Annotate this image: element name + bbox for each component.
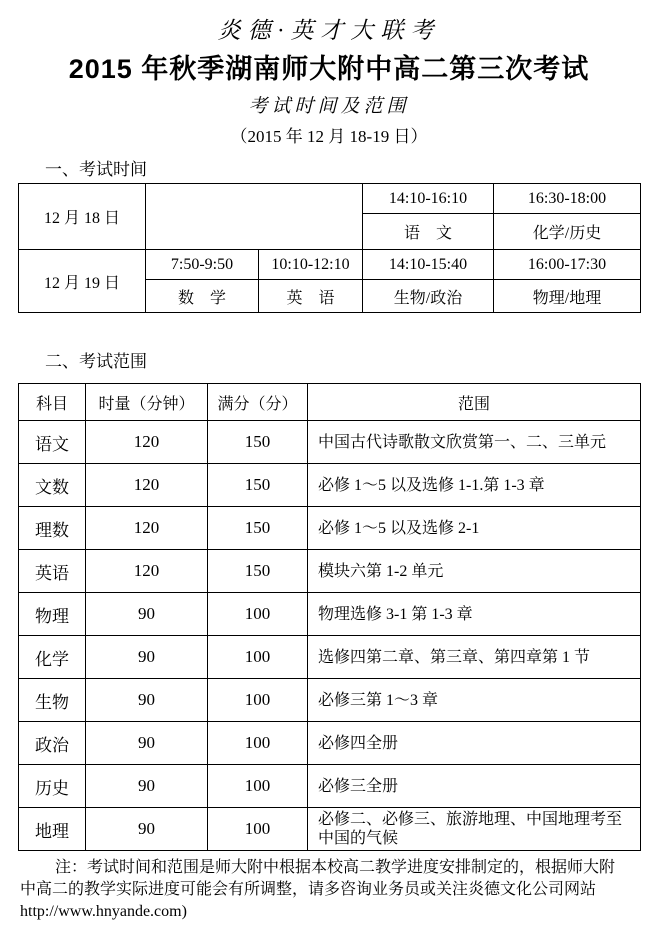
scope-header-minutes: 时量（分钟） [86,384,208,421]
scope-full-score: 100 [208,765,308,808]
scope-range: 物理选修 3-1 第 1-3 章 [308,593,641,636]
scope-subject: 英语 [19,550,86,593]
schedule-time-cell: 10:10-12:10 [259,250,363,280]
scope-row-history [19,765,641,808]
scope-full-score: 150 [208,550,308,593]
schedule-time-cell: 16:00-17:30 [494,250,641,280]
schedule-row-day1-times [19,184,641,214]
scope-minutes: 120 [86,507,208,550]
schedule-subject-cell: 英 语 [259,280,363,313]
scope-full-score: 150 [208,507,308,550]
scope-range: 必修三全册 [308,765,641,808]
scope-subject: 地理 [19,808,86,851]
scope-range: 必修 1～5 以及选修 2-1 [308,507,641,550]
scope-subject: 生物 [19,679,86,722]
schedule-time-cell: 16:30-18:00 [494,184,641,214]
note-line-2: 中高二的教学实际进度可能会有所调整，请多咨询业务员或关注炎德文化公司网站 [20,881,597,898]
exam-schedule-table [18,183,641,313]
section-two-heading: 二、考试范围 [45,352,147,371]
scope-minutes: 120 [86,464,208,507]
scope-header-row [19,384,641,421]
page-title-main: 2015 年秋季湖南师大附中高二第三次考试 [68,54,590,84]
scope-range: 中国古代诗歌散文欣赏第一、二、三单元 [308,421,641,464]
scope-full-score: 100 [208,593,308,636]
scope-row-geography [19,808,641,851]
scope-range: 必修四全册 [308,722,641,765]
scope-header-subject: 科目 [19,384,86,421]
scope-row-politics [19,722,641,765]
schedule-row-day2-times [19,250,641,280]
scope-row-physics [19,593,641,636]
page-date-range: （2015 年 12 月 18-19 日） [230,127,428,146]
scope-range: 必修二、必修三、旅游地理、中国地理考至中国的气候 [308,808,641,851]
document-page [0,16,658,929]
scope-full-score: 150 [208,464,308,507]
schedule-date-day1: 12 月 18 日 [19,184,146,250]
scope-full-score: 100 [208,722,308,765]
schedule-time-cell: 14:10-15:40 [363,250,494,280]
scope-minutes: 90 [86,593,208,636]
scope-full-score: 100 [208,636,308,679]
scope-subject: 历史 [19,765,86,808]
section-one-heading: 一、考试时间 [45,160,147,179]
scope-minutes: 90 [86,636,208,679]
schedule-time-cell: 7:50-9:50 [146,250,259,280]
scope-row-english [19,550,641,593]
scope-subject: 语文 [19,421,86,464]
note-line-1: 注：考试时间和范围是师大附中根据本校高二教学进度安排制定的，根据师大附 [55,859,616,876]
scope-full-score: 100 [208,808,308,851]
scope-subject: 物理 [19,593,86,636]
scope-minutes: 90 [86,765,208,808]
footer-note [20,857,638,923]
scope-range: 选修四第二章、第三章、第四章第 1 节 [308,636,641,679]
schedule-subject-cell: 数 学 [146,280,259,313]
scope-subject: 理数 [19,507,86,550]
schedule-subject-cell: 物理/地理 [494,280,641,313]
scope-range: 必修三第 1～3 章 [308,679,641,722]
exam-scope-table [18,383,641,851]
scope-header-range: 范围 [308,384,641,421]
schedule-subject-cell: 生物/政治 [363,280,494,313]
note-line-3: http://www.hnyande.com) [20,903,187,920]
scope-subject: 文数 [19,464,86,507]
scope-full-score: 150 [208,421,308,464]
scope-minutes: 120 [86,421,208,464]
schedule-subject-cell: 语 文 [363,214,494,250]
scope-row-chemistry [19,636,641,679]
scope-subject: 化学 [19,636,86,679]
schedule-date-day2: 12 月 19 日 [19,250,146,313]
scope-full-score: 100 [208,679,308,722]
page-subtitle: 考试时间及范围 [248,96,410,117]
scope-row-biology [19,679,641,722]
scope-row-science-math [19,507,641,550]
scope-minutes: 120 [86,550,208,593]
schedule-subject-cell: 化学/历史 [494,214,641,250]
scope-range: 模块六第 1-2 单元 [308,550,641,593]
page-title-brand: 炎德·英才大联考 [217,18,441,43]
scope-range: 必修 1～5 以及选修 1-1.第 1-3 章 [308,464,641,507]
scope-minutes: 90 [86,808,208,851]
scope-minutes: 90 [86,722,208,765]
scope-header-full-score: 满分（分） [208,384,308,421]
schedule-time-cell: 14:10-16:10 [363,184,494,214]
scope-minutes: 90 [86,679,208,722]
scope-row-liberal-math [19,464,641,507]
scope-row-chinese [19,421,641,464]
scope-subject: 政治 [19,722,86,765]
schedule-empty-cell [146,184,363,250]
